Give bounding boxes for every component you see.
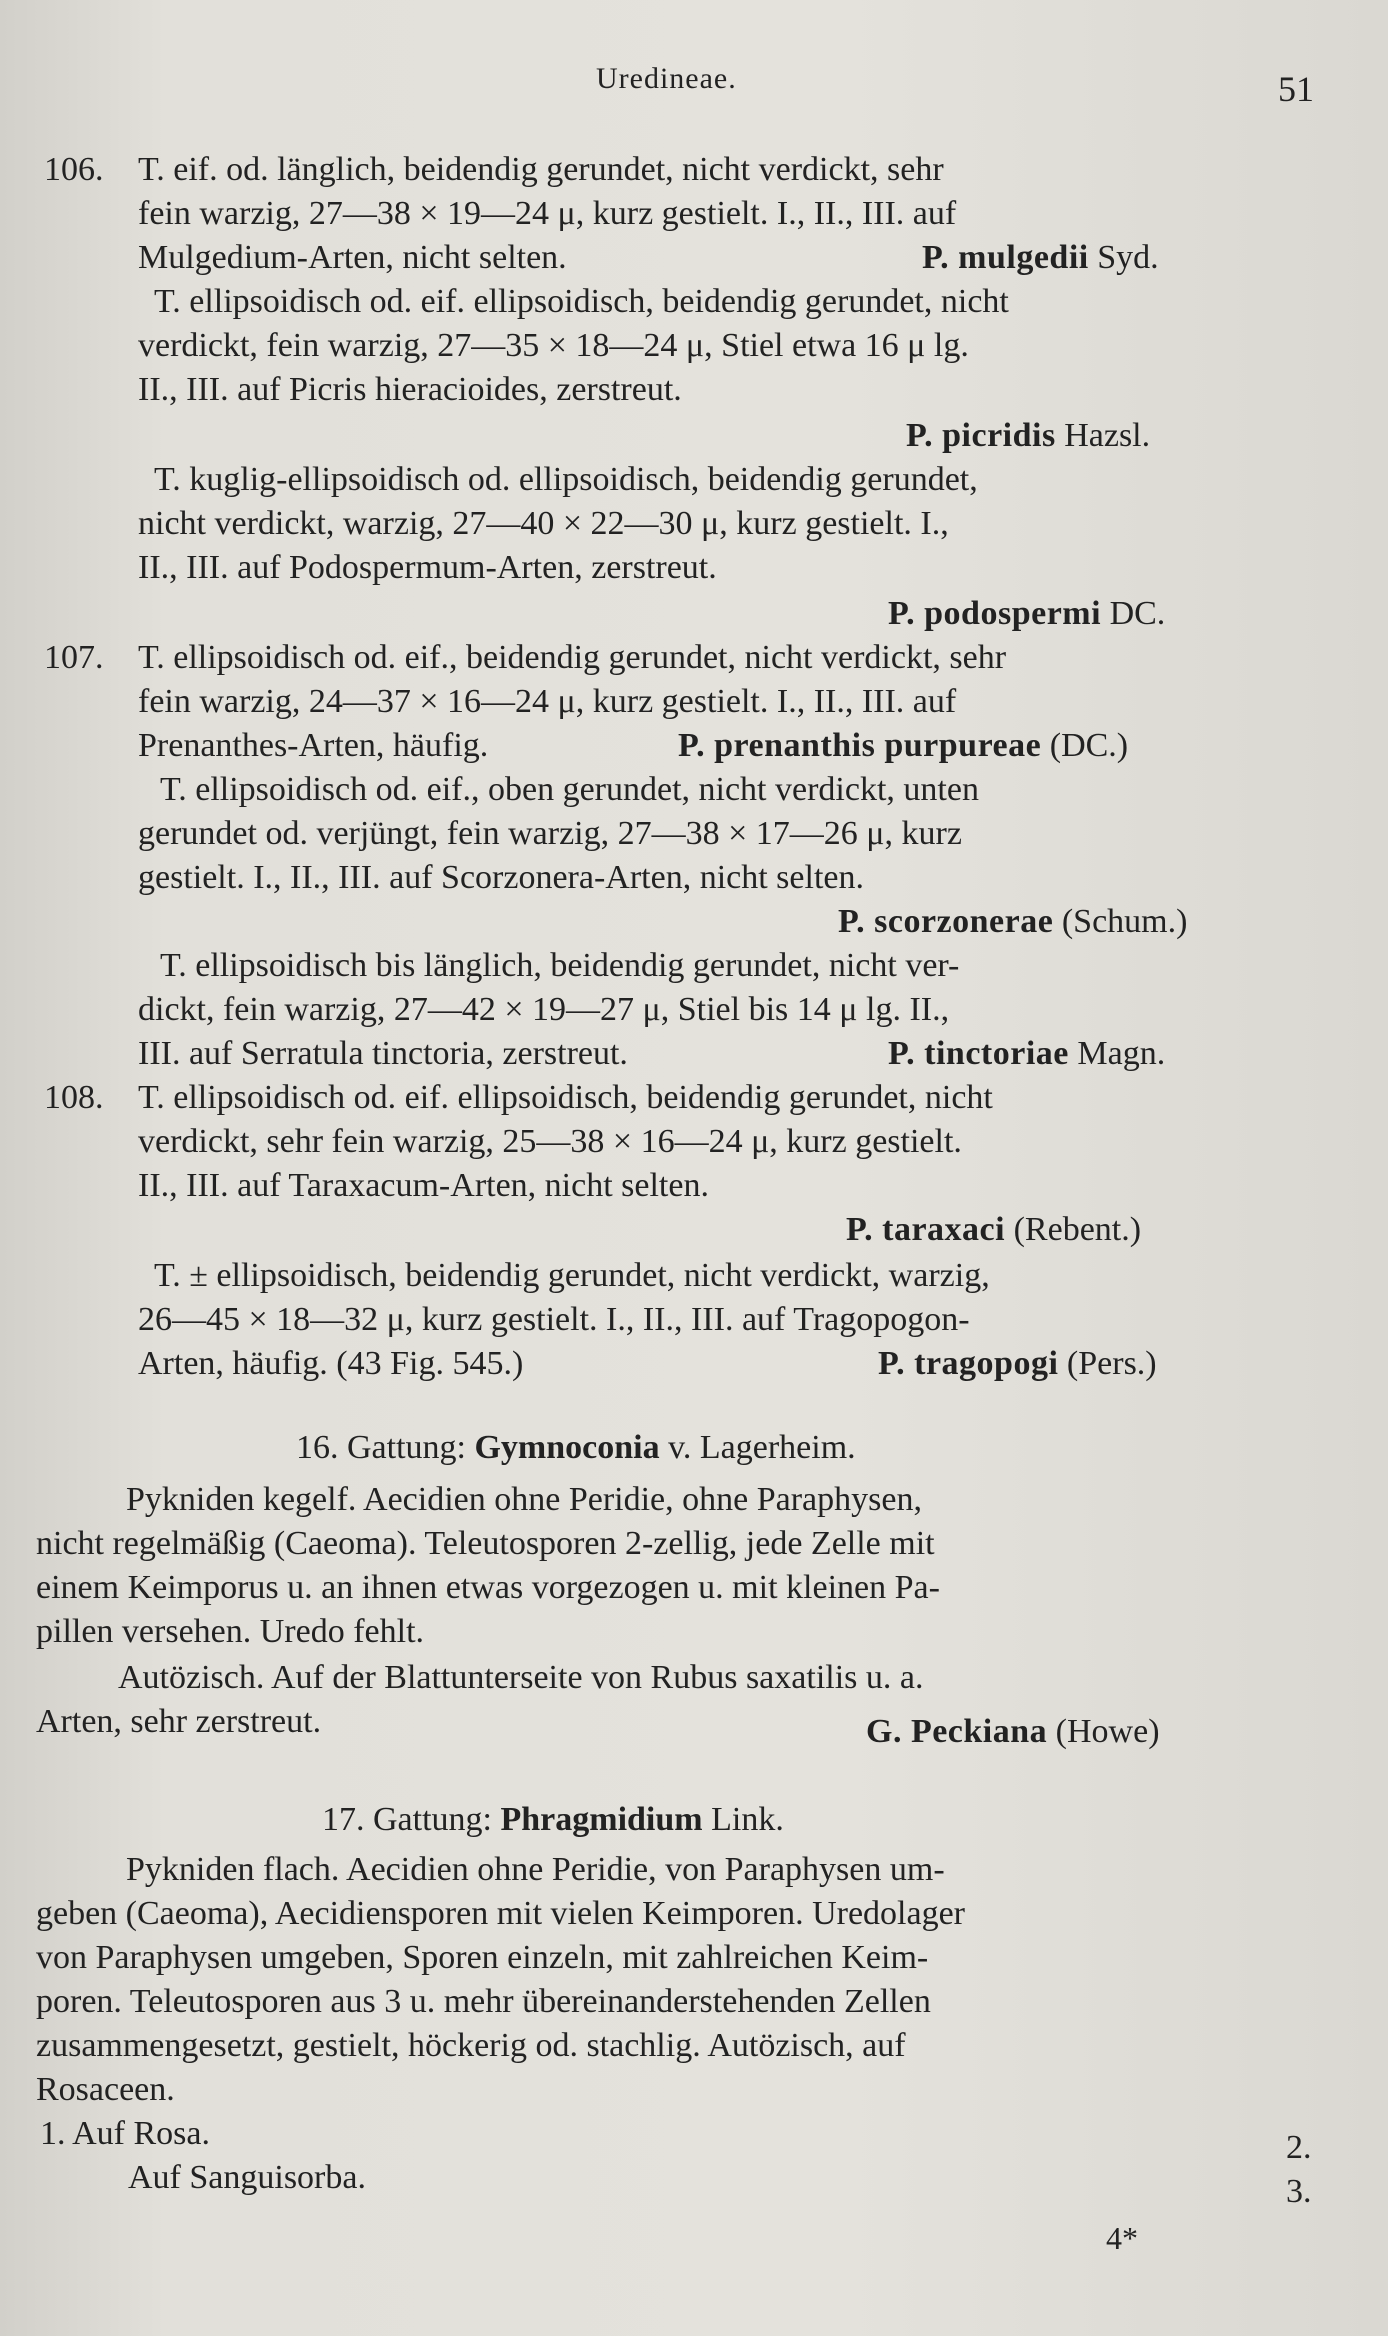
genus-heading: 17. Gattung: Phragmidium Link. xyxy=(322,1801,784,1838)
text-line: geben (Caeoma), Aecidiensporen mit vielen Keimporen. Uredolager xyxy=(36,1895,965,1932)
species-name: P. mulgedii Syd. xyxy=(922,239,1159,276)
text-line: II., III. auf Taraxacum-Arten, nicht selten. xyxy=(138,1167,709,1204)
text-line: T. ellipsoidisch od. eif. ellipsoidisch, beidendig gerundet, nicht xyxy=(154,283,1009,320)
species-name: P. taraxaci (Rebent.) xyxy=(846,1211,1142,1248)
text-line: verdickt, fein warzig, 27—35 × 18—24 μ, Stiel etwa 16 μ lg. xyxy=(138,327,969,364)
text-line: T. eif. od. länglich, beidendig gerundet, nicht verdickt, sehr xyxy=(138,151,944,188)
key-ref: 2. xyxy=(1286,2129,1312,2166)
entry-number: 108. xyxy=(44,1079,104,1116)
running-title: Uredineae. xyxy=(596,62,737,95)
signature-mark: 4* xyxy=(1106,2220,1138,2256)
key-item: 1. Auf Rosa. xyxy=(40,2115,210,2152)
text-line: II., III. auf Picris hieracioides, zerstreut. xyxy=(138,371,682,408)
text-line: Pykniden kegelf. Aecidien ohne Peridie, ohne Paraphysen, xyxy=(126,1481,922,1518)
text-line: gestielt. I., II., III. auf Scorzonera-Arten, nicht selten. xyxy=(138,859,864,896)
species-name: P. tragopogi (Pers.) xyxy=(878,1345,1157,1382)
text-line: III. auf Serratula tinctoria, zerstreut. xyxy=(138,1035,628,1072)
text-line: T. ellipsoidisch bis länglich, beidendig gerundet, nicht ver- xyxy=(160,947,960,984)
key-item: Auf Sanguisorba. xyxy=(128,2159,366,2196)
text-line: II., III. auf Podospermum-Arten, zerstreut. xyxy=(138,549,717,586)
text-line: fein warzig, 24—37 × 16—24 μ, kurz gestielt. I., II., III. auf xyxy=(138,683,957,720)
text-line: T. ellipsoidisch od. eif., beidendig gerundet, nicht verdickt, sehr xyxy=(138,639,1007,676)
species-name: P. tinctoriae Magn. xyxy=(888,1035,1166,1072)
key-ref: 3. xyxy=(1286,2173,1312,2210)
entry-number: 107. xyxy=(44,639,104,676)
species-name: G. Peckiana (Howe) xyxy=(866,1713,1160,1750)
text-line: Arten, häufig. (43 Fig. 545.) xyxy=(138,1345,524,1382)
text-line: 26—45 × 18—32 μ, kurz gestielt. I., II., III. auf Tragopogon- xyxy=(138,1301,970,1338)
species-name: P. podospermi DC. xyxy=(888,595,1166,632)
text-line: einem Keimporus u. an ihnen etwas vorgezogen u. mit kleinen Pa- xyxy=(36,1569,940,1606)
text-line: Arten, sehr zerstreut. xyxy=(36,1703,322,1740)
species-name: P. prenanthis purpureae (DC.) xyxy=(678,727,1129,764)
entry-number: 106. xyxy=(44,151,104,188)
text-line: von Paraphysen umgeben, Sporen einzeln, mit zahlreichen Keim- xyxy=(36,1939,929,1976)
text-line: T. ± ellipsoidisch, beidendig gerundet, nicht verdickt, warzig, xyxy=(154,1257,990,1294)
text-line: Pykniden flach. Aecidien ohne Peridie, von Paraphysen um- xyxy=(126,1851,945,1888)
text-line: T. ellipsoidisch od. eif. ellipsoidisch, beidendig gerundet, nicht xyxy=(138,1079,993,1116)
text-line: fein warzig, 27—38 × 19—24 μ, kurz gestielt. I., II., III. auf xyxy=(138,195,957,232)
text-line: Mulgedium-Arten, nicht selten. xyxy=(138,239,567,276)
text-line: Autözisch. Auf der Blattunterseite von Rubus saxatilis u. a. xyxy=(118,1659,924,1696)
text-line: pillen versehen. Uredo fehlt. xyxy=(36,1613,425,1650)
text-line: T. kuglig-ellipsoidisch od. ellipsoidisch, beidendig gerundet, xyxy=(154,461,978,498)
text-line: verdickt, sehr fein warzig, 25—38 × 16—24 μ, kurz gestielt. xyxy=(138,1123,962,1160)
text-line: nicht verdickt, warzig, 27—40 × 22—30 μ, kurz gestielt. I., xyxy=(138,505,949,542)
text-line: zusammengesetzt, gestielt, höckerig od. stachlig. Autözisch, auf xyxy=(36,2027,906,2064)
text-line: T. ellipsoidisch od. eif., oben gerundet, nicht verdickt, unten xyxy=(160,771,979,808)
text-line: nicht regelmäßig (Caeoma). Teleutosporen 2-zellig, jede Zelle mit xyxy=(36,1525,935,1562)
genus-heading: 16. Gattung: Gymnoconia v. Lagerheim. xyxy=(296,1429,856,1466)
text-line: Prenanthes-Arten, häufig. xyxy=(138,727,489,764)
text-line: Rosaceen. xyxy=(36,2071,175,2108)
text-line: poren. Teleutosporen aus 3 u. mehr übereinanderstehenden Zellen xyxy=(36,1983,931,2020)
text-line: dickt, fein warzig, 27—42 × 19—27 μ, Stiel bis 14 μ lg. II., xyxy=(138,991,950,1028)
species-name: P. picridis Hazsl. xyxy=(906,417,1151,454)
species-name: P. scorzonerae (Schum.) xyxy=(838,903,1188,940)
text-line: gerundet od. verjüngt, fein warzig, 27—38 × 17—26 μ, kurz xyxy=(138,815,962,852)
page-number: 51 xyxy=(1278,69,1314,109)
